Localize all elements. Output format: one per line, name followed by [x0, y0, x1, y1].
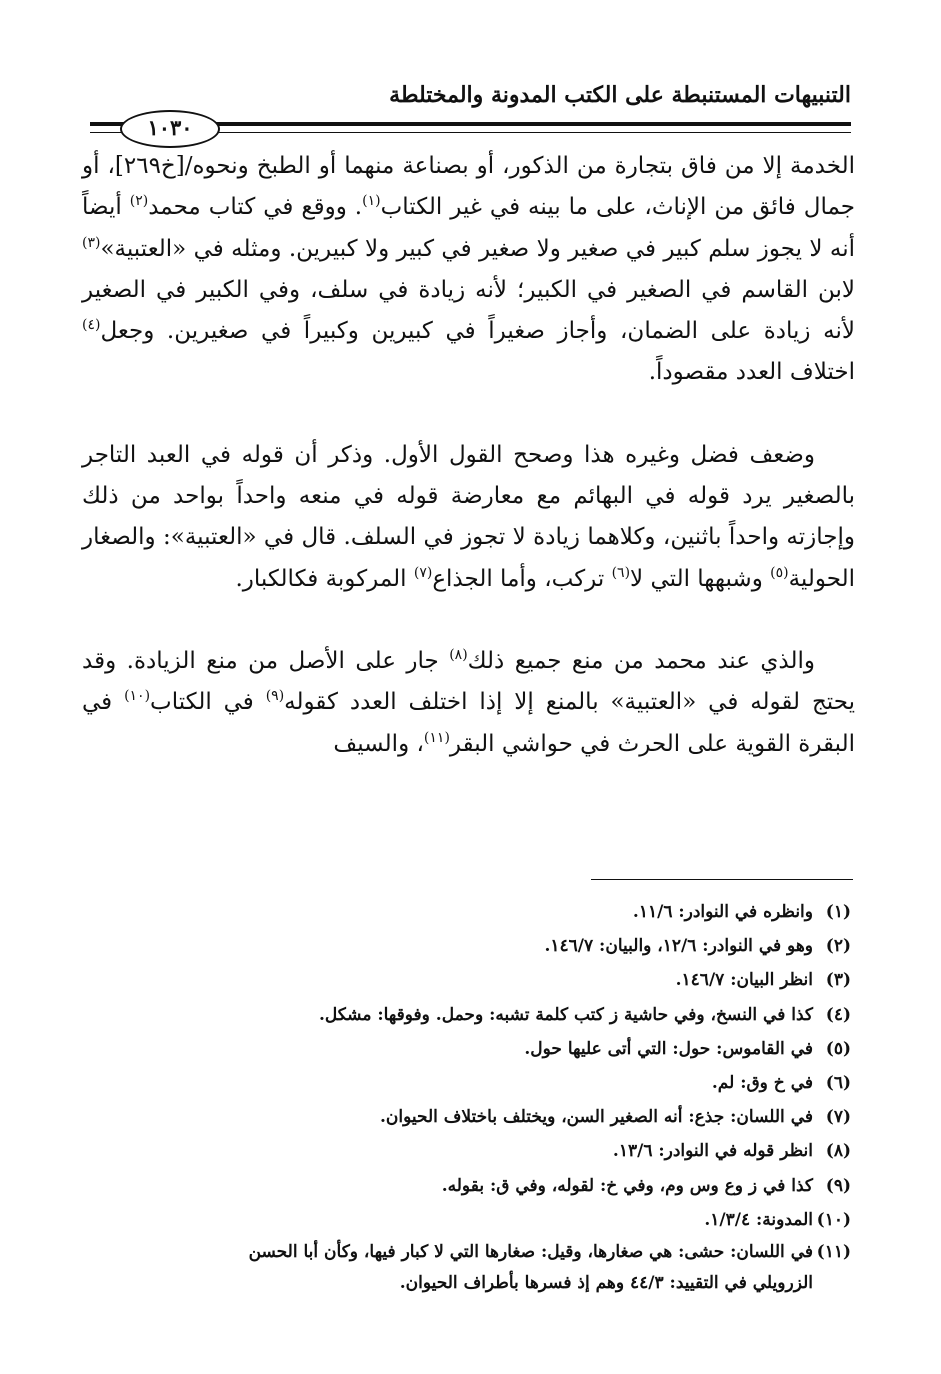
footnote-number: (٨) — [825, 1141, 851, 1162]
p1-text-5: اختلاف العدد مقصوداً. — [648, 359, 855, 386]
main-text — [82, 146, 855, 765]
footnote-ref-6[interactable]: (٦) — [611, 564, 631, 581]
p1-text-2: . ووقع في كتاب محمد — [148, 194, 363, 221]
footnote-number: (٦) — [825, 1073, 851, 1094]
p2-text-4: المركوبة فكالكبار. — [235, 565, 414, 592]
p3-text-3: في الكتاب — [150, 689, 266, 716]
footnote-number: (٩) — [825, 1175, 851, 1196]
p2-text-2: وشبهها التي لا — [630, 565, 771, 592]
paragraph-2 — [82, 435, 855, 600]
p1-text-4: لابن القاسم في الصغير في الكبير؛ لأنه زيادة في سلف، وفي الكبير في الصغير لأنه زيادة على الضمان، وأجاز صغيراً في كبيرين وكبيراً في صغيرين. وجعل — [82, 276, 855, 345]
footnote-ref-3[interactable]: (٣) — [82, 234, 101, 251]
footnote-7 — [84, 1100, 851, 1134]
footnote-4 — [84, 998, 851, 1032]
footnote-number: (٤) — [825, 1004, 851, 1025]
footnote-10 — [84, 1203, 851, 1237]
header-title: التنبيهات المستنبطة على الكتب المدونة والمختلطة — [389, 82, 851, 108]
p1-text-1: الخدمة إلا من فاق بتجارة من الذكور، أو بصناعة منهما أو الطبخ ونحوه/[خ٢٦٩]، أو جمال فائق من الإناث، على ما بينه في غير الكتاب — [82, 153, 855, 221]
footnote-text: وانظره في النوادر: ١١/٦. — [632, 902, 813, 922]
paragraph-1 — [82, 146, 855, 394]
footnote-ref-11[interactable]: (١١) — [423, 729, 450, 746]
footnote-number: (٥) — [825, 1038, 851, 1059]
footnote-text: في خ وق: لم. — [711, 1073, 813, 1094]
footnote-text: كذا في النسخ، وفي حاشية ز كتب كلمة تشبه: وحمل. وفوقها: مشكل. — [318, 1004, 813, 1025]
footnote-text-continued: الزرويلي في التقييد: ٤٤/٣ وهم إذ فسرها بأطراف الحيوان. — [399, 1273, 813, 1294]
footnote-ref-10[interactable]: (١٠) — [124, 688, 151, 705]
p3-text-4: في البقرة القوية على الحرث في حواشي البقر — [82, 689, 855, 757]
footnote-3 — [84, 963, 851, 997]
footnote-8 — [84, 1134, 851, 1168]
page-number: ١٠٣٠ — [120, 110, 220, 148]
p3-text-1: والذي عند محمد من منع جميع ذلك — [467, 647, 815, 674]
footnote-5 — [84, 1032, 851, 1066]
footnote-number: (١٠) — [816, 1209, 851, 1230]
p2-text-1: وضعف فضل وغيره هذا وصحح القول الأول. وذكر أن قوله في العبد التاجر بالصغير يرد قوله في البهائم مع معارضة قوله في منعه واحداً بواحد من ذلك وإجازته واحداً باثنين، وكلاهما زيادة لا تجوز في السلف. قال في «العتبية»: والصغار الحولية — [82, 441, 855, 592]
footnote-6 — [84, 1066, 851, 1100]
footnote-text: المدونة: ١/٣/٤. — [704, 1209, 813, 1230]
footnote-number: (١) — [825, 902, 851, 922]
footnotes — [84, 895, 851, 1299]
footnote-ref-5[interactable]: (٥) — [770, 564, 789, 581]
p3-text-5: ، والسيف — [333, 730, 424, 757]
footnote-text: انظر البيان: ١٤٦/٧. — [675, 970, 813, 991]
footnote-number: (٢) — [825, 936, 851, 957]
running-header — [90, 80, 851, 120]
footnote-number: (٧) — [825, 1107, 851, 1128]
footnote-ref-8[interactable]: (٨) — [449, 646, 468, 663]
footnote-ref-2[interactable]: (٢) — [129, 193, 149, 210]
footnote-9 — [84, 1169, 851, 1203]
paragraph-3 — [82, 641, 855, 765]
p1-text-3: أيضاً أنه لا يجوز سلم كبير في صغير ولا صغير في كبير ولا كبيرين. ومثله في «العتبية» — [82, 194, 855, 262]
footnote-ref-7[interactable]: (٧) — [413, 564, 433, 581]
footnote-number: (١١) — [816, 1242, 851, 1263]
footnote-text: في اللسان: حشى: هي صغارها، وقيل: صغارها التي لا كبار فيها، وكأن أبا الحسن — [248, 1242, 813, 1263]
footnote-11 — [84, 1237, 851, 1299]
footnote-ref-9[interactable]: (٩) — [265, 688, 285, 705]
footnote-text: وهو في النوادر: ١٢/٦، والبيان: ١٤٦/٧. — [544, 936, 813, 957]
footnote-ref-1[interactable]: (١) — [362, 193, 381, 210]
footnote-text: في اللسان: جذع: أنه الصغير السن، ويختلف باختلاف الحيوان. — [379, 1107, 813, 1128]
footnote-number: (٣) — [825, 970, 851, 991]
footnote-ref-4[interactable]: (٤) — [82, 317, 101, 334]
footnote-separator — [591, 879, 853, 880]
footnote-2 — [84, 929, 851, 963]
footnote-text: انظر قوله في النوادر: ١٣/٦. — [612, 1141, 813, 1162]
footnote-text: كذا في ز وع وس وم، وفي خ: لقوله، وفي ق: بقوله. — [441, 1175, 813, 1196]
p2-text-3: تركب، وأما الجذاع — [432, 565, 612, 592]
footnote-text: في القاموس: حول: التي أتى عليها حول. — [524, 1038, 813, 1059]
p3-text-2: جار على الأصل من منع الزيادة. وقد يحتج لقوله في «العتبية» بالمنع إلا إذا اختلف العدد كقوله — [82, 647, 855, 716]
footnote-1 — [84, 895, 851, 929]
